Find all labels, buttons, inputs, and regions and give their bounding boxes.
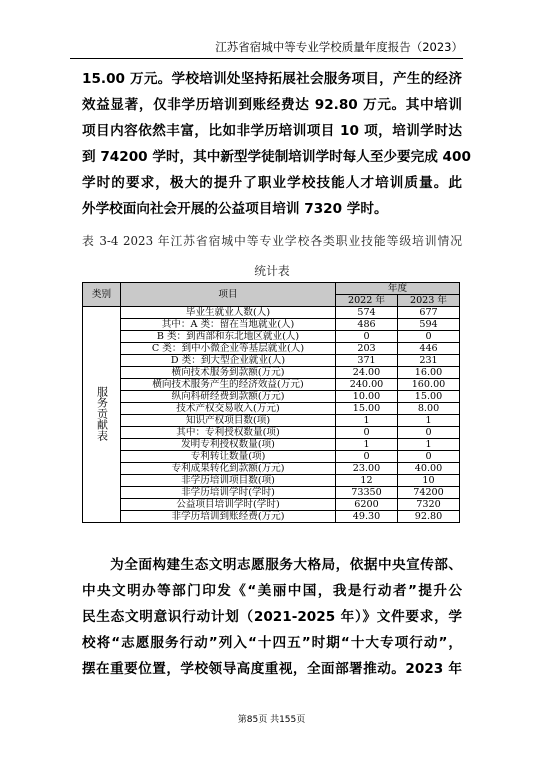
category-cell	[83, 307, 121, 523]
caption-line: 表 3-4 2023 年江苏省宿城中等专业学校各类职业技能等级培训情况	[82, 234, 462, 248]
value-2022-cell: 6200	[336, 499, 398, 511]
value-2022-cell: 486	[336, 319, 398, 331]
item-cell: 非学历培训项目数(项)	[121, 475, 336, 487]
item-cell: 毕业生就业人数(人)	[121, 307, 336, 319]
item-cell: B 类：到西部和东北地区就业(人)	[121, 331, 336, 343]
value-2023-cell: 15.00	[398, 391, 460, 403]
value-2023-cell: 160.00	[398, 379, 460, 391]
table-caption	[82, 226, 462, 286]
header-item: 项目	[121, 283, 336, 307]
value-2022-cell: 73350	[336, 487, 398, 499]
item-cell: 横向技术服务产生的经济效益(万元)	[121, 379, 336, 391]
value-2022-cell: 23.00	[336, 463, 398, 475]
paragraph-line: 到 74200 学时，其中新型学徒制培训学时每人至少要完成 400	[82, 149, 471, 165]
item-cell: 专利转让数量(项)	[121, 451, 336, 463]
table-row	[83, 331, 460, 343]
value-2023-cell: 1	[398, 415, 460, 427]
paragraph-line: 效益显著，仅非学历培训到账经费达 92.80 万元。其中培训	[82, 97, 462, 113]
value-2023-cell: 7320	[398, 499, 460, 511]
value-2022-cell: 0	[336, 451, 398, 463]
service-contribution-table	[82, 282, 460, 523]
value-2022-cell: 10.00	[336, 391, 398, 403]
item-cell: 专利成果转化到款额(万元)	[121, 463, 336, 475]
table-row	[83, 451, 460, 463]
paragraph-line: 校将“志愿服务行动”列入“十四五”时期“十大专项行动”，	[82, 635, 462, 651]
header-year-group: 年度	[336, 283, 460, 295]
paragraph-line: 项目内容依然丰富，比如非学历培训项目 10 项，培训学时达	[82, 123, 462, 139]
value-2023-cell: 40.00	[398, 463, 460, 475]
value-2023-cell: 74200	[398, 487, 460, 499]
item-cell: 非学历培训到账经费(万元)	[121, 511, 336, 523]
value-2023-cell: 92.80	[398, 511, 460, 523]
table-row	[83, 307, 460, 319]
table-row	[83, 427, 460, 439]
item-cell: 公益项目培训学时(学时)	[121, 499, 336, 511]
table-row	[83, 355, 460, 367]
table-row	[83, 463, 460, 475]
header-year-2023: 2023 年	[398, 295, 460, 307]
value-2023-cell: 16.00	[398, 367, 460, 379]
value-2022-cell: 15.00	[336, 403, 398, 415]
value-2022-cell: 1	[336, 415, 398, 427]
paragraph-line: 15.00 万元。学校培训处坚持拓展社会服务项目，产生的经济	[82, 71, 462, 87]
category-label: 服务贡献表	[95, 385, 109, 441]
page-header	[70, 39, 463, 59]
value-2023-cell: 8.00	[398, 403, 460, 415]
value-2023-cell: 1	[398, 439, 460, 451]
item-cell: 其中：专利授权数量(项)	[121, 427, 336, 439]
table-row	[83, 487, 460, 499]
body-paragraph-1	[82, 66, 471, 222]
item-cell: D 类：到大型企业就业(人)	[121, 355, 336, 367]
page-footer	[0, 712, 543, 725]
value-2022-cell: 0	[336, 427, 398, 439]
item-cell: 非学历培训学时(学时)	[121, 487, 336, 499]
value-2023-cell: 231	[398, 355, 460, 367]
value-2022-cell: 24.00	[336, 367, 398, 379]
paragraph-line: 摆在重要位置，学校领导高度重视，全面部署推动。2023 年	[82, 661, 462, 677]
value-2022-cell: 574	[336, 307, 398, 319]
value-2022-cell: 203	[336, 343, 398, 355]
caption-line: 统计表	[254, 264, 290, 278]
table-row	[83, 343, 460, 355]
value-2023-cell: 677	[398, 307, 460, 319]
body-paragraph-2	[82, 552, 462, 682]
table-row	[83, 367, 460, 379]
item-cell: 发明专利授权数量(项)	[121, 439, 336, 451]
table-row	[83, 391, 460, 403]
table-row	[83, 403, 460, 415]
value-2022-cell: 371	[336, 355, 398, 367]
item-cell: 知识产权项目数(项)	[121, 415, 336, 427]
value-2022-cell: 0	[336, 331, 398, 343]
value-2022-cell: 12	[336, 475, 398, 487]
table-row	[83, 415, 460, 427]
item-cell: 纵向科研经费到款额(万元)	[121, 391, 336, 403]
value-2023-cell: 0	[398, 451, 460, 463]
item-cell: 技术产权交易收入(万元)	[121, 403, 336, 415]
table-row	[83, 475, 460, 487]
table-row	[83, 319, 460, 331]
value-2023-cell: 0	[398, 331, 460, 343]
table-row	[83, 511, 460, 523]
paragraph-line: 中央文明办等部门印发《“美丽中国，我是行动者”提升公	[82, 583, 462, 599]
table-row	[83, 379, 460, 391]
item-cell: 其中：A 类：留在当地就业(人)	[121, 319, 336, 331]
value-2022-cell: 49.30	[336, 511, 398, 523]
paragraph-line: 外学校面向社会开展的公益项目培训 7320 学时。	[82, 201, 388, 217]
value-2023-cell: 10	[398, 475, 460, 487]
table-body	[83, 307, 460, 523]
paragraph-line: 为全面构建生态文明志愿服务大格局，依据中央宣传部、	[82, 557, 462, 573]
item-cell: 横向技术服务到款额(万元)	[121, 367, 336, 379]
value-2022-cell: 240.00	[336, 379, 398, 391]
table-row	[83, 439, 460, 451]
report-title: 江苏省宿城中等专业学校质量年度报告（2023）	[215, 40, 463, 54]
value-2023-cell: 446	[398, 343, 460, 355]
page-number: 第85页 共155页	[237, 715, 306, 725]
value-2023-cell: 594	[398, 319, 460, 331]
value-2023-cell: 0	[398, 427, 460, 439]
paragraph-line: 学时的要求，极大的提升了职业学校技能人才培训质量。此	[82, 175, 462, 191]
header-year-2022: 2022 年	[336, 295, 398, 307]
table-row	[83, 499, 460, 511]
item-cell: C 类：到中小微企业等基层就业(人)	[121, 343, 336, 355]
paragraph-line: 民生态文明意识行动计划（2021-2025 年）》文件要求，学	[82, 609, 462, 625]
header-category: 类别	[83, 283, 121, 307]
value-2022-cell: 1	[336, 439, 398, 451]
